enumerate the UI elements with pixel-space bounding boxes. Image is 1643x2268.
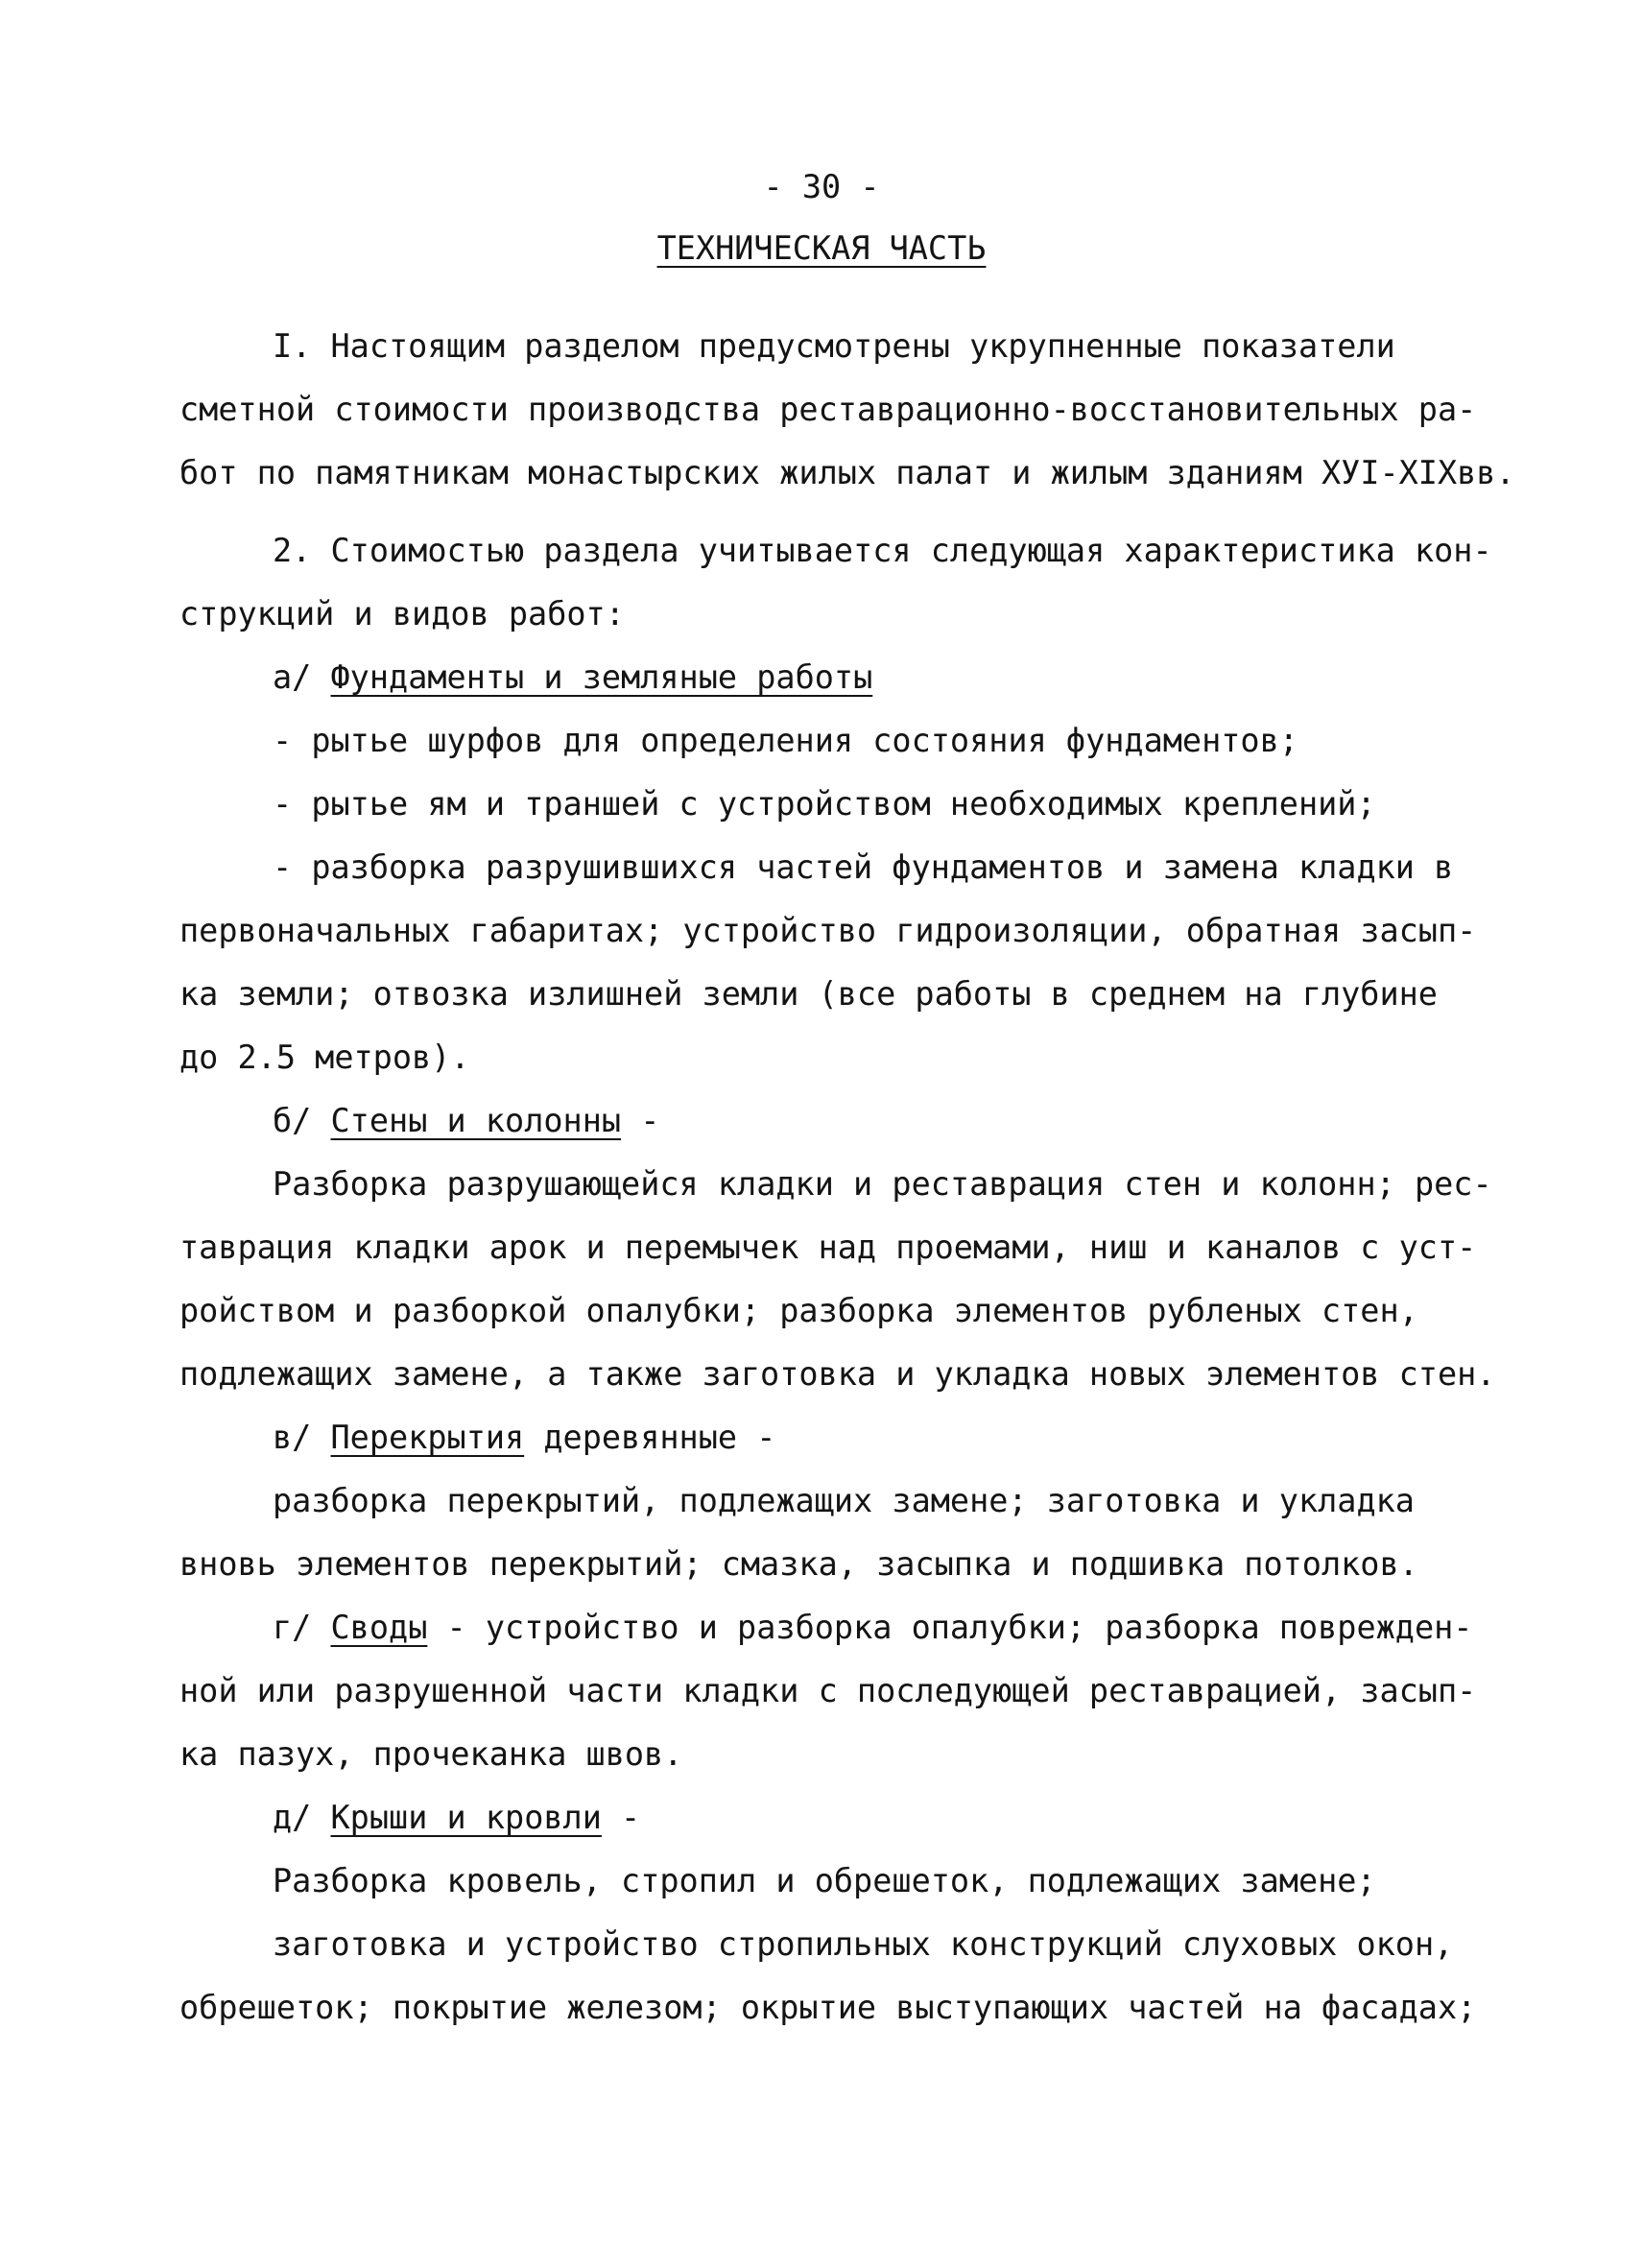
item-d-line-2: заготовка и устройство стропильных конструкций слуховых окон, (273, 1925, 1454, 1963)
item-a-bullet-3-line-2: первоначальных габаритах; устройство гидроизоляции, обратная засып- (179, 912, 1477, 949)
item-a-bullet-1: - рытье шурфов для определения состояния фундаментов; (273, 722, 1298, 759)
item-v-line-1: разборка перекрытий, подлежащих замене; заготовка и укладка (273, 1482, 1415, 1519)
item-g-prefix: г/ (273, 1609, 331, 1646)
item-b-heading (273, 1102, 660, 1139)
item-a-bullet-3-line-3: ка земли; отвозка излишней земли (все работы в среднем на глубине (179, 975, 1438, 1013)
item-a-bullet-3-line-4: до 2.5 метров). (179, 1039, 470, 1076)
section-heading: ТЕХНИЧЕСКАЯ ЧАСТЬ (656, 229, 987, 267)
item-v-prefix: в/ (273, 1419, 331, 1456)
item-a-bullet-3-line-1: - разборка разрушившихся частей фундаментов и замена кладки в (273, 848, 1454, 886)
item-b-line-1: Разборка разрушающейся кладки и реставрация стен и колонн; рес- (273, 1165, 1492, 1203)
item-b-prefix: б/ (273, 1102, 331, 1139)
p1-line-3: бот по памятникам монастырских жилых палат и жилым зданиям ХУI-XIXвв. (179, 454, 1515, 491)
item-v-heading (273, 1421, 775, 1454)
item-a-bullet-2: - рытье ям и траншей с устройством необходимых креплений; (273, 785, 1376, 823)
item-d-suffix: - (601, 1799, 641, 1836)
item-a-prefix: а/ (273, 658, 331, 696)
item-v-title: Перекрытия (330, 1419, 525, 1456)
item-b-line-3: ройством и разборкой опалубки; разборка элементов рубленых стен, (179, 1292, 1418, 1329)
item-d-line-3: обрешеток; покрытие железом; окрытие выступающих частей на фасадах; (179, 1989, 1477, 2026)
item-d-line-1: Разборка кровель, стропил и обрешеток, подлежащих замене; (273, 1862, 1376, 1899)
item-d-prefix: д/ (273, 1799, 331, 1836)
item-g-heading (273, 1611, 1472, 1644)
p2-line-1: 2. Стоимостью раздела учитывается следующая характеристика кон- (273, 532, 1492, 569)
item-a-heading (273, 658, 873, 696)
item-v-suffix: деревянные - (524, 1419, 776, 1456)
item-g-title: Своды (330, 1609, 428, 1646)
item-a-title: Фундаменты и земляные работы (330, 658, 873, 696)
item-d-heading (273, 1799, 641, 1836)
page-number: - 30 - (763, 168, 880, 205)
item-g-suffix: - устройство и разборка опалубки; разборка поврежден- (427, 1609, 1473, 1646)
p1-line-2: сметной стоимости производства реставрационно-восстановительных ра- (179, 391, 1477, 428)
item-b-suffix: - (621, 1102, 660, 1139)
item-b-line-2: таврация кладки арок и перемычек над проемами, ниш и каналов с уст- (179, 1229, 1477, 1266)
item-v-line-2: вновь элементов перекрытий; смазка, засыпка и подшивка потолков. (179, 1545, 1418, 1583)
item-d-title: Крыши и кровли (330, 1799, 602, 1836)
item-g-line-2: ной или разрушенной части кладки с последующей реставрацией, засып- (179, 1672, 1477, 1709)
item-b-line-4: подлежащих замене, а также заготовка и укладка новых элементов стен. (179, 1355, 1496, 1393)
item-b-title: Стены и колонны (330, 1102, 622, 1139)
p2-line-2: струкций и видов работ: (179, 595, 625, 633)
item-g-line-3: ка пазух, прочеканка швов. (179, 1735, 683, 1773)
p1-line-1: I. Настоящим разделом предусмотрены укрупненные показатели (273, 327, 1395, 365)
